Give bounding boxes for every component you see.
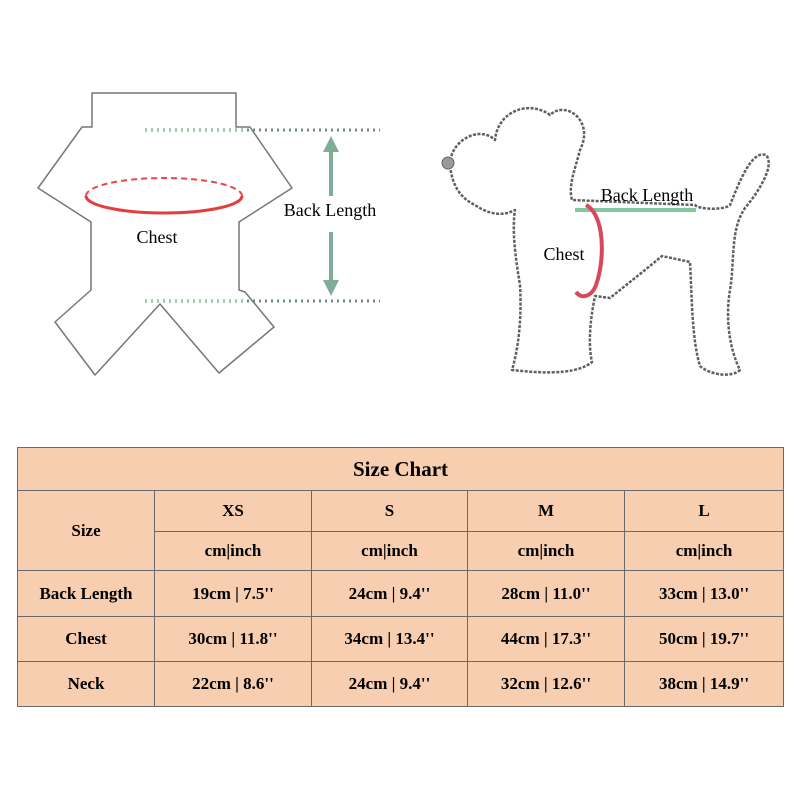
table-cell: 19cm | 7.5'' <box>155 571 312 616</box>
size-chart-title: Size Chart <box>18 448 784 491</box>
unit-label: cm|inch <box>312 532 468 571</box>
size-label: XS <box>155 491 312 532</box>
dog-nose <box>442 157 454 169</box>
row-label: Neck <box>18 661 155 706</box>
table-cell: 34cm | 13.4'' <box>312 616 468 661</box>
size-header-cell: Size <box>18 491 155 571</box>
size-label: S <box>312 491 468 532</box>
table-cell: 38cm | 14.9'' <box>625 661 784 706</box>
table-cell: 33cm | 13.0'' <box>625 571 784 616</box>
unit-label: cm|inch <box>625 532 784 571</box>
table-cell: 32cm | 12.6'' <box>468 661 625 706</box>
garment-diagram <box>0 0 400 400</box>
unit-label: cm|inch <box>468 532 625 571</box>
table-cell: 44cm | 17.3'' <box>468 616 625 661</box>
size-label: L <box>625 491 784 532</box>
unit-label: cm|inch <box>155 532 312 571</box>
row-label: Back Length <box>18 571 155 616</box>
table-row <box>18 571 784 616</box>
dog-chest-label: Chest <box>543 244 585 264</box>
dog-back-length-label: Back Length <box>600 185 694 205</box>
dog-outline <box>450 108 769 375</box>
dog-diagram <box>400 0 800 400</box>
table-cell: 22cm | 8.6'' <box>155 661 312 706</box>
size-label: M <box>468 491 625 532</box>
row-label: Chest <box>18 616 155 661</box>
garment-back-length-label: Back Length <box>283 200 377 220</box>
table-row <box>18 616 784 661</box>
table-cell: 24cm | 9.4'' <box>312 661 468 706</box>
table-cell: 24cm | 9.4'' <box>312 571 468 616</box>
size-chart-table <box>17 447 784 707</box>
table-cell: 30cm | 11.8'' <box>155 616 312 661</box>
table-cell: 28cm | 11.0'' <box>468 571 625 616</box>
garment-chest-label: Chest <box>136 227 178 247</box>
table-row <box>18 661 784 706</box>
table-cell: 50cm | 19.7'' <box>625 616 784 661</box>
